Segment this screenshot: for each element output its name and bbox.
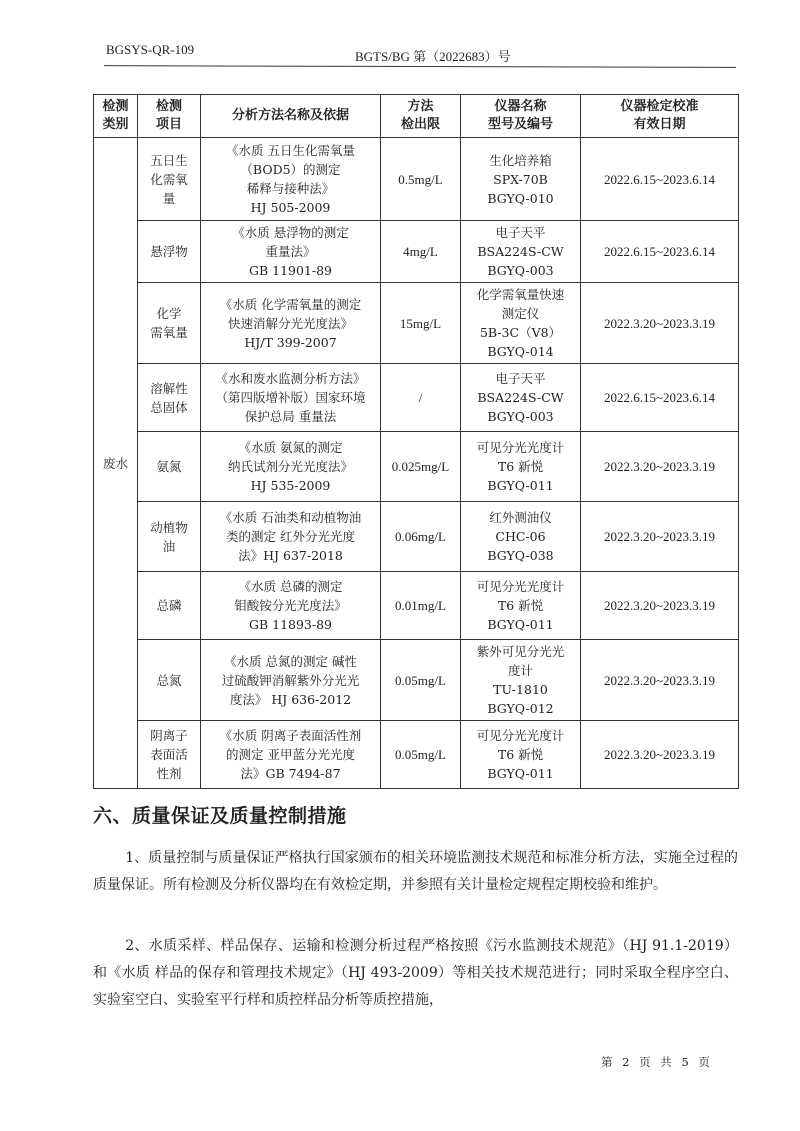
category-cell: 废水: [94, 138, 138, 789]
method-cell: 《水质 氨氮的测定 纳氏试剂分光光度法》 HJ 535-2009: [201, 432, 381, 502]
paragraph-1: 1、质量控制与质量保证严格执行国家颁布的相关环境监测技术规范和标准分析方法，实施全过程的质量保证。所有检测及分析仪器均在有效检定期，并参照有关计量检定规程定期校验和维护。: [93, 850, 738, 893]
item-cell: 溶解性 总固体: [138, 364, 201, 432]
method-cell: 《水质 总磷的测定 钼酸铵分光光度法》 GB 11893-89: [201, 572, 381, 640]
table-row: [94, 502, 739, 572]
section-title: 六、质量保证及质量控制措施: [93, 805, 347, 827]
col-header-instrument: 仪器名称 型号及编号: [461, 95, 581, 138]
method-cell: 《水质 总氮的测定 碱性 过硫酸钾消解紫外分光光 度法》 HJ 636-2012: [201, 640, 381, 721]
method-cell: 《水质 化学需氧量的测定 快速消解分光光度法》 HJ/T 399-2007: [201, 283, 381, 364]
col-header-validity: 仪器检定校准 有效日期: [581, 95, 739, 138]
method-cell: 《水质 悬浮物的测定 重量法》 GB 11901-89: [201, 221, 381, 283]
validity-cell: 2022.3.20~2023.3.19: [581, 721, 739, 789]
table-row: [94, 721, 739, 789]
col-header-category: 检测 类别: [94, 95, 138, 138]
limit-cell: 0.06mg/L: [381, 502, 461, 572]
item-cell: 总磷: [138, 572, 201, 640]
instrument-cell: 电子天平 BSA224S-CW BGYQ-003: [461, 364, 581, 432]
paragraph-2: 2、水质采样、样品保存、运输和检测分析过程严格按照《污水监测技术规范》（HJ 91.1-2019）和《水质 样品的保存和管理技术规定》（HJ 493-2009）等相关技术规范进行；同时采取全程序空白、实验室空白、实验室平行样和质控样品分析等质控措施，: [93, 938, 738, 1008]
validity-cell: 2022.3.20~2023.3.19: [581, 640, 739, 721]
item-cell: 阴离子 表面活 性剂: [138, 721, 201, 789]
method-cell: 《水质 阴离子表面活性剂 的测定 亚甲蓝分光光度 法》GB 7494-87: [201, 721, 381, 789]
table-row: [94, 221, 739, 283]
instrument-cell: 化学需氧量快速 测定仪 5B-3C（V8） BGYQ-014: [461, 283, 581, 364]
table-row: [94, 640, 739, 721]
table-row: [94, 283, 739, 364]
table-row: [94, 364, 739, 432]
report-number: BGTS/BG 第（2022683）号: [355, 49, 511, 64]
method-cell: 《水和废水监测分析方法》 （第四版增补版）国家环境 保护总局 重量法: [201, 364, 381, 432]
instrument-cell: 可见分光光度计 T6 新悦 BGYQ-011: [461, 432, 581, 502]
item-cell: 动植物 油: [138, 502, 201, 572]
item-cell: 化学 需氧量: [138, 283, 201, 364]
method-cell: 《水质 石油类和动植物油 类的测定 红外分光光度 法》HJ 637-2018: [201, 502, 381, 572]
validity-cell: 2022.3.20~2023.3.19: [581, 432, 739, 502]
item-cell: 氨氮: [138, 432, 201, 502]
table-row: [94, 572, 739, 640]
instrument-cell: 电子天平 BSA224S-CW BGYQ-003: [461, 221, 581, 283]
limit-cell: 0.05mg/L: [381, 721, 461, 789]
item-cell: 总氮: [138, 640, 201, 721]
validity-cell: 2022.3.20~2023.3.19: [581, 572, 739, 640]
detection-methods-table: [93, 94, 739, 789]
page-number: 第 2 页 共 5 页: [601, 1055, 713, 1069]
limit-cell: 0.5mg/L: [381, 138, 461, 221]
instrument-cell: 生化培养箱 SPX-70B BGYQ-010: [461, 138, 581, 221]
limit-cell: 4mg/L: [381, 221, 461, 283]
validity-cell: 2022.6.15~2023.6.14: [581, 221, 739, 283]
col-header-method: 分析方法名称及依据: [201, 95, 381, 138]
instrument-cell: 紫外可见分光光 度计 TU-1810 BGYQ-012: [461, 640, 581, 721]
method-cell: 《水质 五日生化需氧量 （BOD5）的测定 稀释与接种法》 HJ 505-2009: [201, 138, 381, 221]
validity-cell: 2022.6.15~2023.6.14: [581, 138, 739, 221]
col-header-limit: 方法 检出限: [381, 95, 461, 138]
table-row: [94, 432, 739, 502]
validity-cell: 2022.6.15~2023.6.14: [581, 364, 739, 432]
instrument-cell: 可见分光光度计 T6 新悦 BGYQ-011: [461, 572, 581, 640]
limit-cell: 0.025mg/L: [381, 432, 461, 502]
table-row: [94, 138, 739, 221]
instrument-cell: 红外测油仪 CHC-06 BGYQ-038: [461, 502, 581, 572]
header-divider: [104, 65, 736, 68]
item-cell: 悬浮物: [138, 221, 201, 283]
limit-cell: 0.05mg/L: [381, 640, 461, 721]
validity-cell: 2022.3.20~2023.3.19: [581, 283, 739, 364]
instrument-cell: 可见分光光度计 T6 新悦 BGYQ-011: [461, 721, 581, 789]
limit-cell: 15mg/L: [381, 283, 461, 364]
limit-cell: /: [381, 364, 461, 432]
col-header-item: 检测 项目: [138, 95, 201, 138]
table-header-row: [94, 95, 739, 138]
validity-cell: 2022.3.20~2023.3.19: [581, 502, 739, 572]
item-cell: 五日生 化需氧 量: [138, 138, 201, 221]
limit-cell: 0.01mg/L: [381, 572, 461, 640]
form-code: BGSYS-QR-109: [106, 42, 195, 57]
